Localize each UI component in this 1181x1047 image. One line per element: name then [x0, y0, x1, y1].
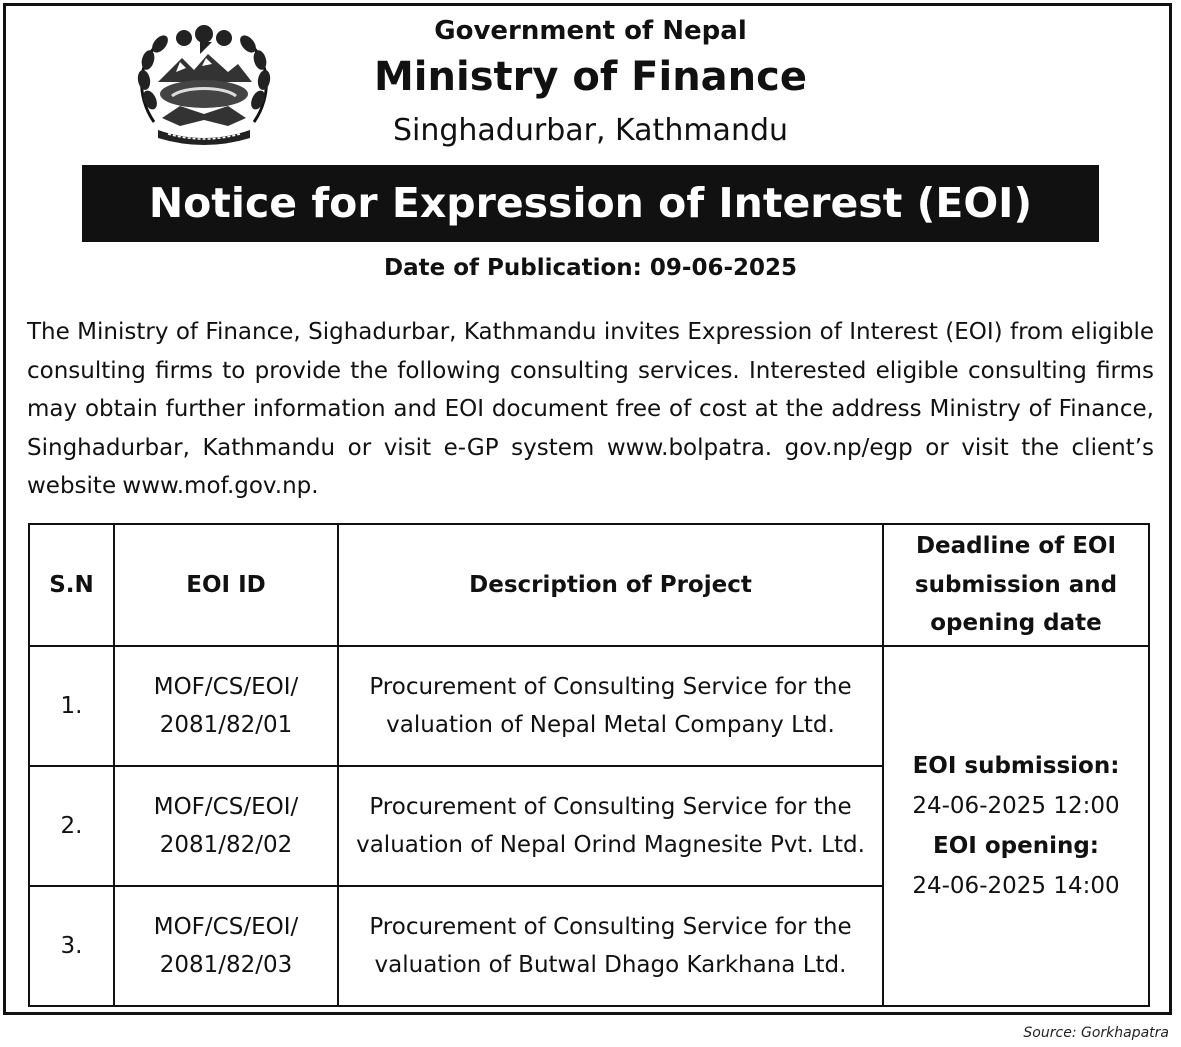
row-eoi-id: MOF/CS/EOI/ 2081/82/03 — [114, 886, 338, 1006]
eoi-table — [28, 523, 1150, 1007]
row-description: Procurement of Consulting Service for the valuation of Nepal Orind Magnesite Pvt. Ltd. — [338, 766, 883, 886]
submission-datetime: 24-06-2025 12:00 — [912, 793, 1120, 819]
row-eoi-id: MOF/CS/EOI/ 2081/82/01 — [114, 646, 338, 766]
header-eoi-id: EOI ID — [114, 524, 338, 646]
notice-title-banner: Notice for Expression of Interest (EOI) — [82, 165, 1099, 242]
opening-datetime: 24-06-2025 14:00 — [912, 873, 1120, 899]
table-row — [29, 646, 1149, 766]
header-description: Description of Project — [338, 524, 883, 646]
header-deadline: Deadline of EOI submission and opening date — [883, 524, 1149, 646]
table-header-row — [29, 524, 1149, 646]
row-description: Procurement of Consulting Service for the valuation of Butwal Dhago Karkhana Ltd. — [338, 886, 883, 1006]
row-sn: 1. — [29, 646, 114, 766]
row-description: Procurement of Consulting Service for the valuation of Nepal Metal Company Ltd. — [338, 646, 883, 766]
ministry-address: Singhadurbar, Kathmandu — [392, 113, 789, 148]
ministry-heading: Ministry of Finance — [374, 54, 807, 100]
row-sn: 2. — [29, 766, 114, 886]
header-sn: S.N — [29, 524, 114, 646]
notice-body-paragraph: The Ministry of Finance, Sighadurbar, Kathmandu invites Expression of Interest (EOI) from eligible consulting firms to provide the following consulting services. Interested eligible consulting firms may obtain further information and EOI document free of cost at the address Ministry of Finance, Singhadurbar, Kathmandu or visit e-GP system www.bolpatra. gov.np/egp or visit the client’s website www.mof.gov.np. — [27, 319, 1154, 499]
publication-date: Date of Publication: 09-06-2025 — [383, 255, 798, 281]
government-heading: Government of Nepal — [434, 16, 747, 46]
row-sn: 3. — [29, 886, 114, 1006]
row-eoi-id: MOF/CS/EOI/ 2081/82/02 — [114, 766, 338, 886]
source-credit: Source: Gorkhapatra — [1023, 1025, 1169, 1041]
submission-label: EOI submission: — [912, 753, 1120, 779]
deadline-cell — [883, 646, 1149, 1006]
opening-label: EOI opening: — [933, 833, 1099, 859]
